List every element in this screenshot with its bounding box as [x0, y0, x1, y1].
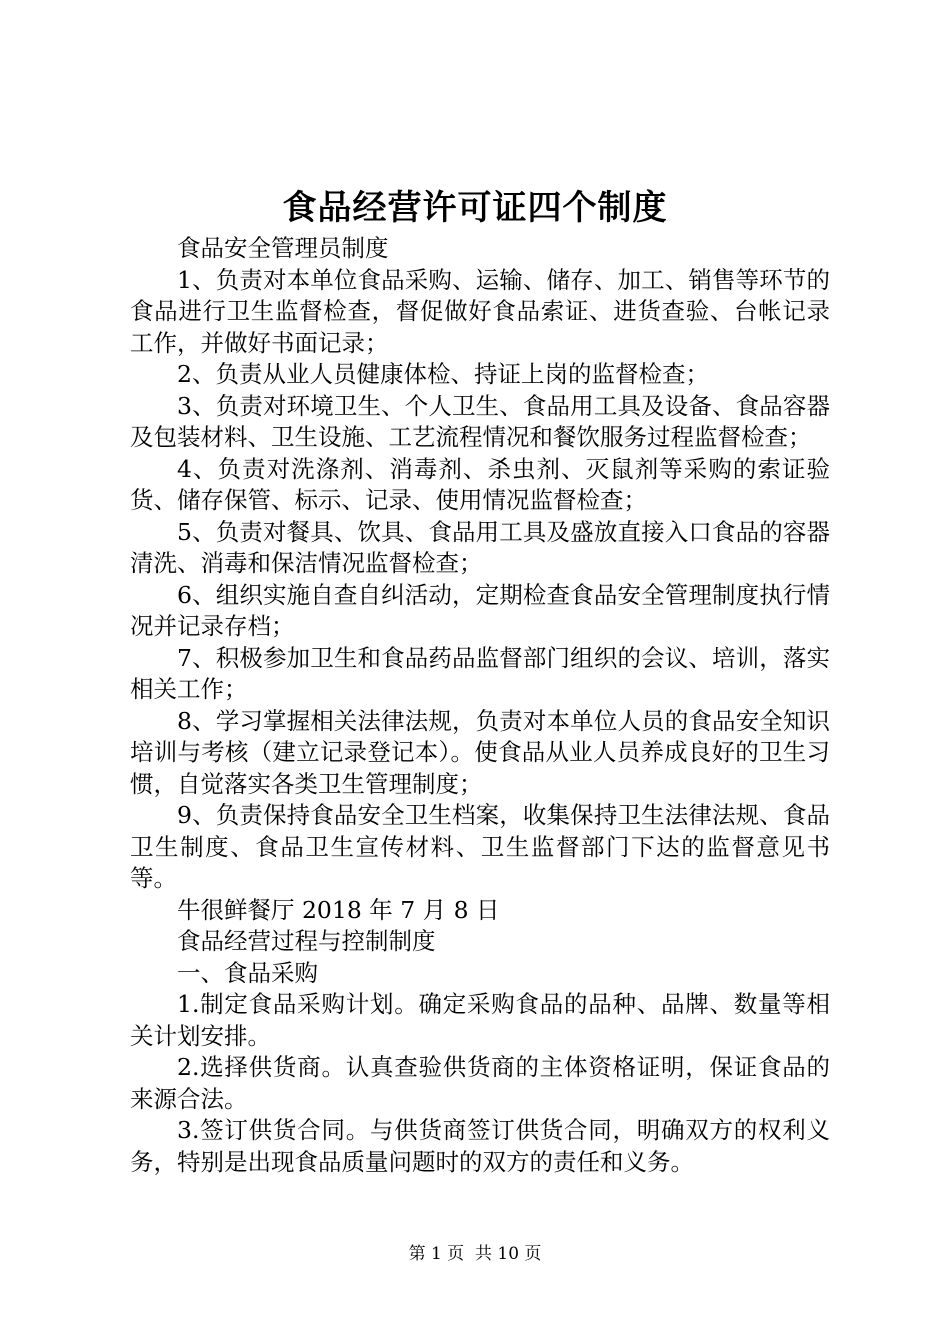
signature-date: 牛很鲜餐厅 2018 年 7 月 8 日	[177, 895, 500, 924]
paragraph: 4、负责对洗涤剂、消毒剂、杀虫剂、灭鼠剂等采购的索证验货、储存保管、标示、记录、使用情况监督检查；	[130, 454, 830, 514]
page-number: 第 1 页 共 10 页	[408, 1244, 542, 1264]
paragraph: 6、组织实施自查自纠活动，定期检查食品安全管理制度执行情况并记录存档；	[130, 580, 830, 640]
page-footer	[0, 1242, 950, 1266]
section-heading-safety-manager: 食品安全管理员制度	[177, 234, 389, 262]
paragraph: 3、负责对环境卫生、个人卫生、食品用工具及设备、食品容器及包装材料、卫生设施、工艺流程情况和餐饮服务过程监督检查；	[130, 391, 830, 451]
document-body	[130, 233, 830, 1178]
subsection-heading-procurement: 一、食品采购	[177, 958, 318, 987]
paragraph: 8、学习掌握相关法律法规，负责对本单位人员的食品安全知识培训与考核（建立记录登记本）。使食品从业人员养成良好的卫生习惯，自觉落实各类卫生管理制度；	[130, 706, 830, 798]
section-heading-process-control: 食品经营过程与控制制度	[177, 927, 436, 955]
document-title: 食品经营许可证四个制度	[282, 188, 668, 228]
paragraph: 7、积极参加卫生和食品药品监督部门组织的会议、培训，落实相关工作；	[130, 643, 830, 703]
paragraph: 1.制定食品采购计划。确定采购食品的品种、品牌、数量等相关计划安排。	[130, 990, 830, 1050]
paragraph: 2.选择供货商。认真查验供货商的主体资格证明，保证食品的来源合法。	[130, 1053, 830, 1113]
paragraph: 5、负责对餐具、饮具、食品用工具及盛放直接入口食品的容器清洗、消毒和保洁情况监督检查；	[130, 517, 830, 577]
paragraph: 2、负责从业人员健康体检、持证上岗的监督检查；	[177, 360, 709, 388]
paragraph: 3.签订供货合同。与供货商签订供货合同，明确双方的权利义务，特别是出现食品质量问题时的双方的责任和义务。	[130, 1116, 830, 1176]
paragraph: 9、负责保持食品安全卫生档案，收集保持卫生法律法规、食品卫生制度、食品卫生宣传材料、卫生监督部门下达的监督意见书等。	[130, 801, 830, 892]
paragraph: 1、负责对本单位食品采购、运输、储存、加工、销售等环节的食品进行卫生监督检查，督促做好食品索证、进货查验、台帐记录工作，并做好书面记录；	[130, 265, 830, 357]
